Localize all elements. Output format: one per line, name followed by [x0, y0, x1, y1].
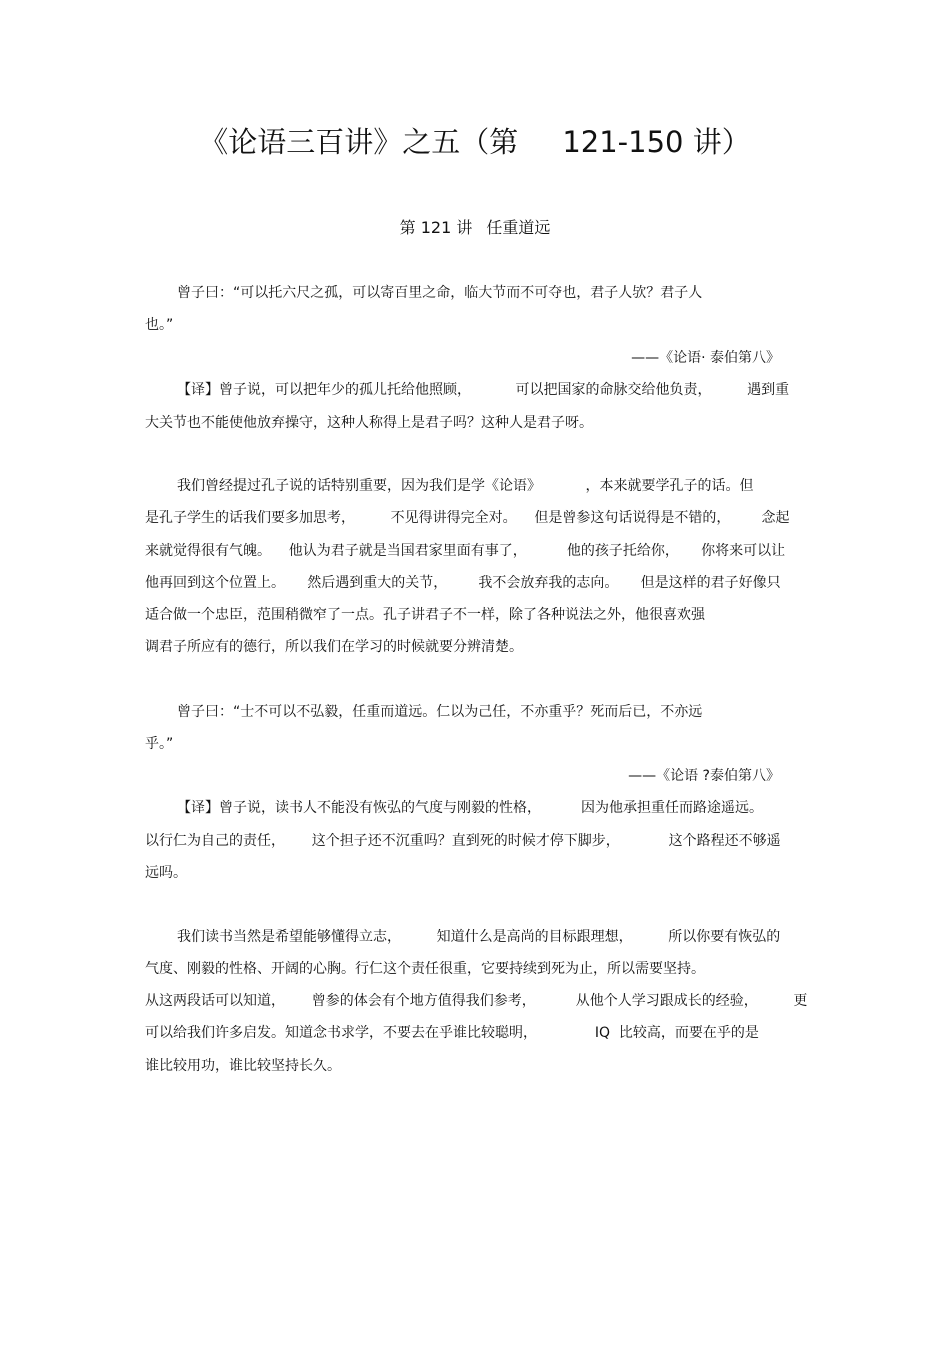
commentary-1-line-3: 来就觉得很有气魄。 他认为君子就是当国君家里面有事了， 他的孩子托给你， 你将来可以让: [145, 543, 786, 559]
commentary-1-line-6: 调君子所应有的德行，所以我们在学习的时候就要分辨清楚。: [145, 639, 523, 655]
quote-1-line-1: 曾子曰：“可以托六尺之孤，可以寄百里之命，临大节而不可夺也，君子人欤？君子人: [177, 285, 703, 301]
commentary-2-line-2: 气度、刚毅的性格、开阔的心胸。行仁这个责任很重，它要持续到死为止，所以需要坚持。: [145, 961, 705, 977]
commentary-1-line-5: 适合做一个忠臣，范围稍微窄了一点。孔子讲君子不一样，除了各种说法之外，他很喜欢强: [145, 607, 705, 623]
lecture-number: 第 121 讲: [399, 218, 473, 237]
document-title: [0, 122, 950, 162]
commentary-2-line-1: 我们读书当然是希望能够懂得立志， 知道什么是高尚的目标跟理想， 所以你要有恢弘的: [177, 929, 781, 945]
commentary-2-line-4: 可以给我们许多启发。知道念书求学，不要去在乎谁比较聪明， IQ 比较高，而要在乎的是: [145, 1025, 759, 1041]
commentary-1-line-1: 我们曾经提过孔子说的话特别重要，因为我们是学《论语》 ，本来就要学孔子的话。但: [177, 478, 754, 494]
title-part-1: 《论语三百讲》之五（第: [199, 125, 519, 159]
quote-2-line-1: 曾子曰：“士不可以不弘毅，任重而道远。仁以为己任，不亦重乎？死而后已，不亦远: [177, 704, 703, 720]
commentary-2-line-3: 从这两段话可以知道， 曾参的体会有个地方值得我们参考， 从他个人学习跟成长的经验， 更: [145, 993, 808, 1009]
quote-2-line-2: 乎。”: [145, 736, 174, 752]
commentary-1-line-4: 他再回到这个位置上。 然后遇到重大的关节， 我不会放弃我的志向。 但是这样的君子好像只: [145, 575, 781, 591]
commentary-2-line-5: 谁比较用功，谁比较坚持长久。: [145, 1058, 341, 1074]
commentary-1-line-2: 是孔子学生的话我们要多加思考， 不见得讲得完全对。 但是曾参这句话说得是不错的， 念起: [145, 510, 790, 526]
quote-2-source: ——《论语 ?泰伯第八》: [628, 768, 780, 784]
quote-1-line-2: 也。”: [145, 317, 174, 333]
lecture-name: 任重道远: [486, 218, 551, 237]
title-part-2: 121-150 讲）: [562, 125, 751, 159]
translation-2-line-1: 【译】曾子说，读书人不能没有恢弘的气度与刚毅的性格， 因为他承担重任而路途遥远。: [177, 800, 764, 816]
translation-2-line-2: 以行仁为自己的责任， 这个担子还不沉重吗？直到死的时候才停下脚步， 这个路程还不够遥: [145, 833, 781, 849]
translation-1-line-1: 【译】曾子说，可以把年少的孤儿托给他照顾， 可以把国家的命脉交给他负责， 遇到重: [177, 382, 790, 398]
lecture-heading: [0, 216, 950, 240]
quote-1-source: ——《论语· 泰伯第八》: [631, 350, 780, 366]
translation-2-line-3: 远吗。: [145, 865, 187, 881]
translation-1-line-2: 大关节也不能使他放弃操守，这种人称得上是君子吗？这种人是君子呀。: [145, 415, 593, 431]
